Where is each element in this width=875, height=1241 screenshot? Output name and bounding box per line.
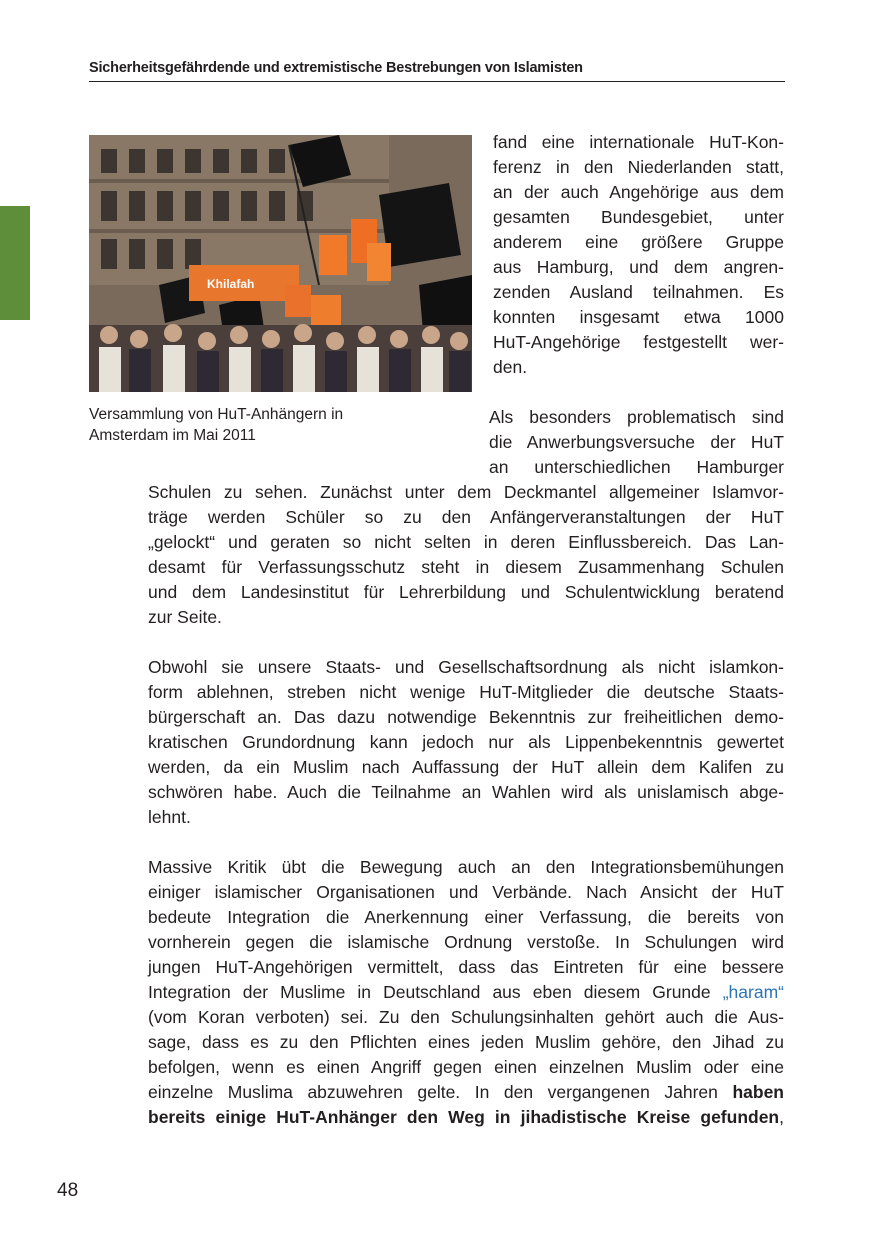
- paragraph-3: [148, 655, 784, 830]
- text-line: und dem Landesinstitut für Lehrerbildung und Schulentwicklung beratend: [148, 582, 784, 602]
- text-line: desamt für Verfassungsschutz steht in diesem Zusammenhang Schulen: [148, 557, 784, 577]
- text-line: werden, da ein Muslim nach Auffassung der HuT allein dem Kalifen zu: [148, 757, 784, 777]
- caption-line: Amsterdam im Mai 2011: [89, 427, 256, 444]
- bold-text-segment: haben: [732, 1082, 784, 1102]
- text-line: die Anwerbungsversuche der HuT: [489, 432, 784, 452]
- paragraph-4: [148, 855, 784, 1130]
- text-line: form ablehnen, streben nicht wenige HuT-Mitglieder die deutsche Staats-: [148, 682, 784, 702]
- demonstration-photo: [89, 135, 472, 392]
- text-line: anderem eine größere Gruppe: [493, 232, 784, 252]
- text-segment: ,: [779, 1107, 784, 1127]
- text-line: [148, 980, 784, 1005]
- photo-caption: [89, 404, 469, 446]
- text-line: an unterschiedlichen Hamburger: [489, 457, 784, 477]
- running-header-title: Sicherheitsgefährdende und extremistische Bestrebungen von Islamisten: [89, 60, 785, 82]
- text-line: ferenz in den Niederlanden statt,: [493, 157, 784, 177]
- text-line: HuT-Angehörige festgestellt wer-: [493, 332, 784, 352]
- text-line: [148, 1080, 784, 1105]
- paragraph-2: [148, 480, 784, 630]
- chapter-side-tab: [0, 206, 30, 320]
- text-line: an der auch Angehörige aus dem: [493, 182, 784, 202]
- paragraph-2-intro: [489, 405, 784, 480]
- text-line: Obwohl sie unsere Staats- und Gesellschaftsordnung als nicht islamkon-: [148, 657, 784, 677]
- text-line: bedeute Integration die Anerkennung einer Verfassung, die bereits von: [148, 907, 784, 927]
- text-line: lehnt.: [148, 807, 191, 827]
- text-line: Massive Kritik übt die Bewegung auch an den Integrationsbemühungen: [148, 857, 784, 877]
- text-line: aus Hamburg, und dem angren-: [493, 257, 784, 277]
- text-line: fand eine internationale HuT-Kon-: [493, 132, 784, 152]
- banner-text: Khilafah: [207, 277, 255, 291]
- text-line: „gelockt“ und geraten so nicht selten in deren Einflussbereich. Das Lan-: [148, 532, 784, 552]
- text-line: schwören habe. Auch die Teilnahme an Wahlen wird als unislamisch abge-: [148, 782, 784, 802]
- text-segment: einzelne Muslima abzuwehren gelte. In den vergangenen Jahren: [148, 1082, 718, 1102]
- text-line: gesamten Bundesgebiet, unter: [493, 207, 784, 227]
- text-line: konnten insgesamt etwa 1000: [493, 307, 784, 327]
- text-line: jungen HuT-Angehörigen vermittelt, dass das Eintreten für eine bessere: [148, 957, 784, 977]
- text-line: vornherein gegen die islamische Ordnung verstoße. In Schulungen wird: [148, 932, 784, 952]
- text-line: Als besonders problematisch sind: [489, 407, 784, 427]
- paragraph-1: [493, 130, 784, 380]
- text-line: den.: [493, 357, 528, 377]
- text-line: bürgerschaft an. Das dazu notwendige Bekenntnis zur freiheitlichen demo-: [148, 707, 784, 727]
- text-line: kratischen Grundordnung kann jedoch nur als Lippenbekenntnis gewertet: [148, 732, 784, 752]
- glossary-link-haram[interactable]: „haram“: [722, 982, 784, 1002]
- bold-text-segment: bereits einige HuT-Anhänger den Weg in jihadistische Kreise gefunden: [148, 1107, 780, 1127]
- text-segment: Integration der Muslime in Deutschland aus eben diesem Grunde: [148, 982, 711, 1002]
- text-line: (vom Koran verboten) sei. Zu den Schulungsinhalten gehört auch die Aus-: [148, 1007, 784, 1027]
- page-number: 48: [57, 1180, 79, 1201]
- text-line: sage, dass es zu den Pflichten eines jeden Muslim gehöre, den Jihad zu: [148, 1032, 784, 1052]
- text-line: einiger islamischer Organisationen und Verbände. Nach Ansicht der HuT: [148, 882, 784, 902]
- text-line: Schulen zu sehen. Zunächst unter dem Deckmantel allgemeiner Islamvor-: [148, 482, 784, 502]
- text-line: zur Seite.: [148, 607, 222, 627]
- text-line: befolgen, wenn es einen Angriff gegen einen einzelnen Muslim oder eine: [148, 1057, 784, 1077]
- caption-line: Versammlung von HuT-Anhängern in: [89, 406, 344, 423]
- text-line: zenden Ausland teilnahmen. Es: [493, 282, 784, 302]
- text-line: träge werden Schüler so zu den Anfängerveranstaltungen der HuT: [148, 507, 784, 527]
- text-line: [148, 1105, 784, 1130]
